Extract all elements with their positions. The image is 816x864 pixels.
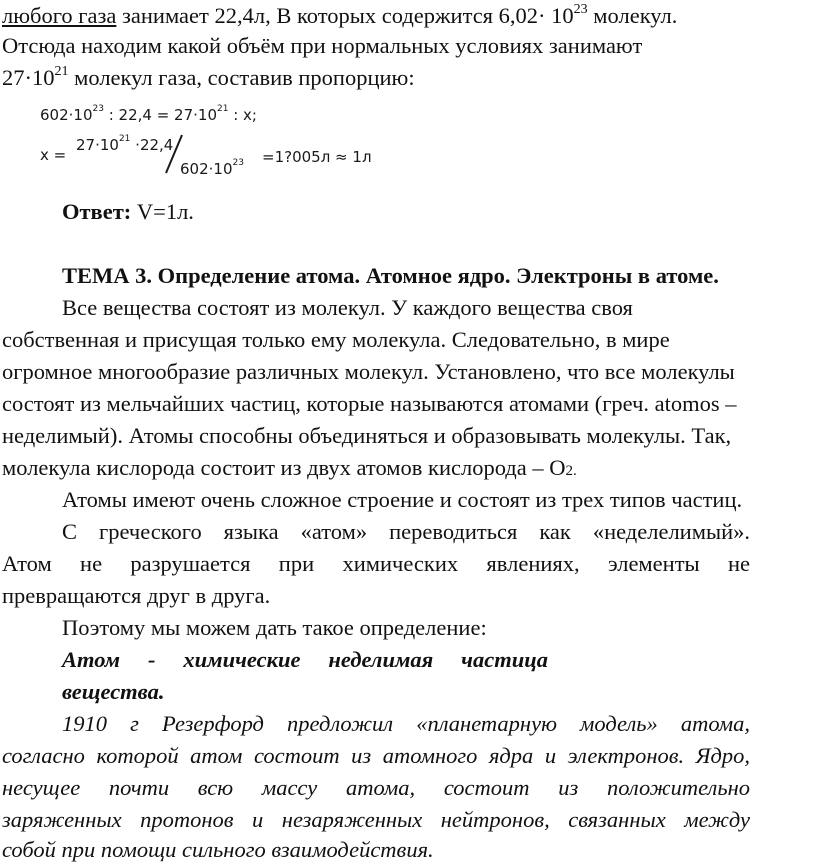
exponent: 23 [573,1,588,17]
power-base: 10 [32,65,55,90]
exponent: 21 [54,63,69,79]
formula-exponent: 23 [92,104,104,114]
definition-line-2 [62,678,164,706]
paragraph-3-line-2: Атом не разрушается при химических явлениях, элементы не [2,551,750,576]
coefficient: 27 [2,65,25,90]
paragraph-1-line-5: неделимый). Атомы способны объединяться и образовывать молекулы. Так, [2,423,732,448]
formula-term: 602·10 [40,106,93,124]
intro-line-3 [2,64,415,92]
paragraph-5-line-3 [2,774,750,802]
formula-term: ·22,4 [130,136,174,154]
formula-result: =1?005л ≈ 1л [262,148,372,166]
intro-line-3-text: молекул газа, составив пропорцию: [68,65,415,90]
oxygen-subscript: 2. [565,463,577,479]
paragraph-3-line-3: превращаются друг в друга. [2,583,271,608]
formula-term: 602·10 [180,160,233,178]
intro-line-1-end: молекул. [587,3,678,28]
paragraph-4: Поэтому мы можем дать такое определение: [62,615,487,640]
answer-label: Ответ: [62,199,132,224]
multiply-dot: · [24,65,32,90]
paragraph-3-line-1: С греческого языка «атом» переводиться как «неделелимый». [62,519,750,544]
formula-lhs: x = [40,146,67,164]
paragraph-5-text: несущее почти всю массу атома, состоит из положительно [2,775,750,800]
definition-text-end: вещества. [62,679,165,704]
paragraph-1-line-2: собственная и присущая только ему молекула. Следовательно, в мире [2,327,670,352]
definition-text: Атом - химические неделимая частица [62,647,548,672]
answer-value: V=1л. [131,199,194,224]
definition-line-1 [62,646,548,674]
paragraph-5-line-2 [2,742,750,770]
paragraph-5-line-5 [2,836,434,864]
intro-line-1 [2,2,677,30]
underlined-term: любого газа [2,3,117,28]
formula-term: 27·10 [76,136,119,154]
paragraph-1-line-1: Все вещества состоят из молекул. У каждого вещества своя [62,295,633,320]
paragraph-1-line-3: огромное многообразие различных молекул. Установлено, что все молекулы [2,359,735,384]
formula-exponent: 23 [232,158,244,168]
paragraph-1-line-4: состоят из мельчайших частиц, которые называются атомами (греч. atomos – [2,391,737,416]
paragraph-2: Атомы имеют очень сложное строение и состоят из трех типов частиц. [62,487,743,512]
paragraph-5-line-4 [2,806,750,834]
formula-exponent: 21 [118,134,131,144]
formula-term: : 22,4 = 27·10 [103,106,217,124]
paragraph-5-text: 1910 г Резерфорд предложил «планетарную модель» атома, [62,711,750,736]
paragraph-1-line-6-text: молекула кислорода состоит из двух атомов кислорода – О [2,455,566,480]
power-base: 10 [545,3,574,28]
formula-numerator [76,136,173,154]
paragraph-1-line-6 [2,454,577,485]
section-title-text: ТЕМА 3. Определение атома. Атомное ядро. Электроны в атоме. [62,263,719,288]
answer-line [62,198,194,226]
multiply-dot: · [538,3,546,28]
formula-denominator [180,160,244,178]
paragraph-5-text: заряженных протонов и незаряженных нейтронов, связанных между [2,807,750,832]
formula-exponent: 21 [217,104,229,114]
intro-line-2: Отсюда находим какой объём при нормальных условиях занимают [2,33,643,58]
paragraph-5-text: собой при помощи сильного взаимодействия. [2,837,434,862]
paragraph-5-line-1 [62,710,750,738]
formula-row-1 [40,106,257,124]
section-title [62,262,719,290]
paragraph-5-text: согласно которой атом состоит из атомного ядра и электронов. Ядро, [2,743,750,768]
formula-term: : x; [228,106,257,124]
intro-line-1-text: занимает 22,4л, В которых содержится 6,02 [116,3,539,28]
